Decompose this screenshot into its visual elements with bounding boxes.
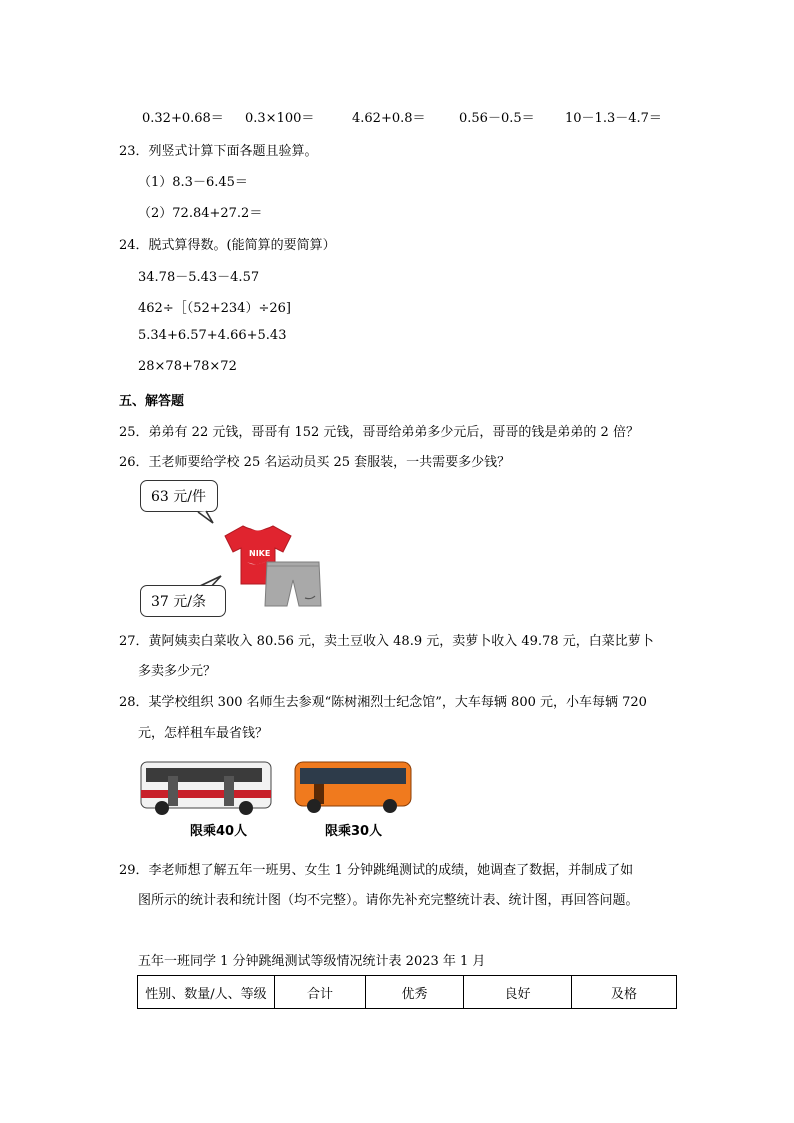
bus-1-capacity: 限乘40人 — [190, 824, 248, 839]
calc-item: 0.3×100＝ — [245, 111, 315, 126]
table-header-cell: 良好 — [464, 976, 572, 1009]
table-header-cell: 及格 — [572, 976, 677, 1009]
table-header-cell: 性别、数量/人、等级 — [138, 976, 275, 1009]
shirt-brand: NIKE — [249, 549, 271, 558]
shorts-icon — [263, 558, 323, 610]
q27-line-2: 多卖多少元？ — [138, 664, 217, 679]
price-bubble-shirt — [140, 480, 218, 512]
q26-illustration — [138, 478, 338, 618]
q28-line-1: 28．某学校组织 300 名师生去参观“陈树湘烈士纪念馆”，大车每辆 800 元，小车每辆 720 — [119, 695, 647, 710]
q23-title: 23．列竖式计算下面各题且验算。 — [119, 144, 318, 159]
calc-item: 10－1.3－4.7＝ — [565, 111, 662, 126]
q24-item-1: 34.78－5.43－4.57 — [138, 270, 260, 285]
table-header-row — [138, 976, 677, 1009]
bus-orange-icon — [292, 756, 416, 820]
bus-white-icon — [138, 756, 276, 820]
stat-table — [137, 975, 677, 1009]
calc-item: 0.32+0.68＝ — [142, 111, 224, 126]
table-title: 五年一班同学 1 分钟跳绳测试等级情况统计表 2023 年 1 月 — [138, 954, 486, 969]
table-header-cell: 合计 — [275, 976, 366, 1009]
q27-line-1: 27．黄阿姨卖白菜收入 80.56 元，卖土豆收入 48.9 元，卖萝卜收入 49.78 元，白菜比萝卜 — [119, 634, 654, 649]
calc-item: 0.56－0.5＝ — [459, 111, 535, 126]
q24-item-4: 28×78+78×72 — [138, 359, 237, 374]
price-bubble-shorts — [140, 585, 226, 617]
table-header-cell: 优秀 — [366, 976, 464, 1009]
q24-title: 24．脱式算得数。(能简算的要简算） — [119, 238, 336, 253]
bus-2-capacity: 限乘30人 — [325, 824, 383, 839]
q24-item-2: 462÷［（52+234）÷26] — [138, 301, 291, 316]
q24-item-3: 5.34+6.57+4.66+5.43 — [138, 328, 287, 343]
q26-title: 26．王老师要给学校 25 名运动员买 25 套服装，一共需要多少钱？ — [119, 455, 511, 470]
q28-line-2: 元，怎样租车最省钱？ — [138, 726, 269, 741]
bus-illustration-2 — [292, 756, 422, 840]
price-shirt: 63 元/件 — [151, 489, 206, 505]
q29-line-2: 图所示的统计表和统计图（均不完整）。请你先补充完整统计表、统计图，再回答问题。 — [138, 893, 639, 908]
bus-illustration-1 — [138, 756, 278, 840]
q29-line-1: 29．李老师想了解五年一班男、女生 1 分钟跳绳测试的成绩，她调查了数据，并制成了如 — [119, 863, 634, 878]
q25-text: 25．弟弟有 22 元钱，哥哥有 152 元钱，哥哥给弟弟多少元后，哥哥的钱是弟弟的 2 倍？ — [119, 425, 639, 440]
price-shorts: 37 元/条 — [151, 594, 206, 610]
q23-item-1: （1）8.3－6.45＝ — [138, 175, 248, 190]
q23-item-2: （2）72.84+27.2＝ — [138, 206, 263, 221]
section-heading: 五、解答题 — [119, 394, 185, 409]
calc-row — [0, 107, 794, 125]
calc-item: 4.62+0.8＝ — [352, 111, 426, 126]
